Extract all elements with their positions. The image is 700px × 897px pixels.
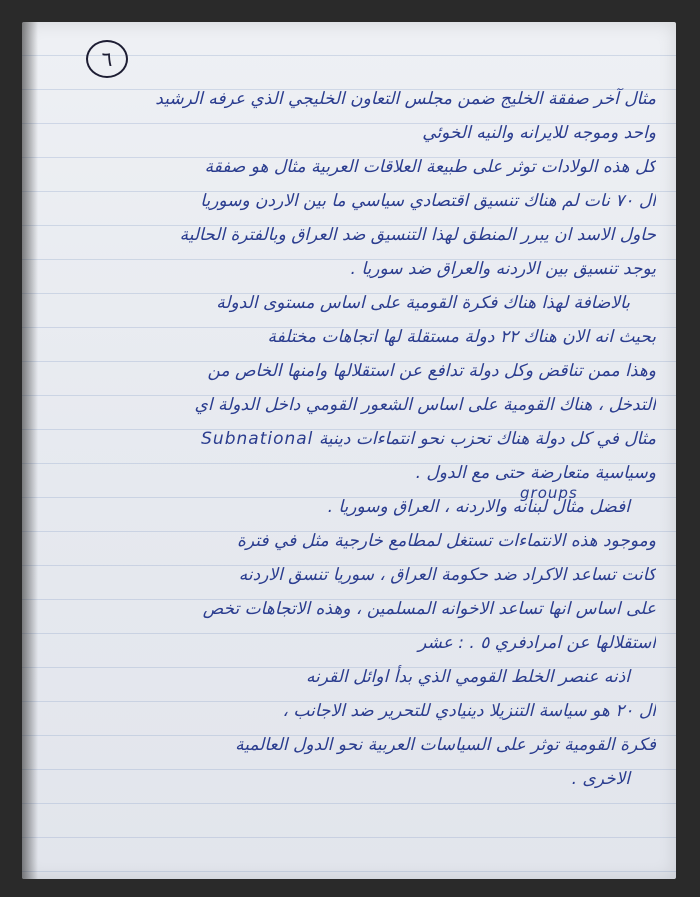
text-line-21: الاخرى . <box>571 769 630 789</box>
text-line-18: اذنه عنصر الخلط القومي الذي بدأ اوائل القرنه <box>305 667 630 687</box>
notebook-paper <box>22 22 676 879</box>
text-line-4: ال ٧٠ نات لم هناك تنسيق اقتصادي سياسي ما بين الاردن وسوريا <box>200 191 656 211</box>
text-line-14: وموجود هذه الانتماءات تستغل لمطامع خارجية مثل في فترة <box>237 531 656 551</box>
text-line-19: ال ٢٠ هو سياسة التنزيلا دينيادي للتحرير ضد الاجانب ، <box>282 701 656 721</box>
text-line-10: التدخل ، هناك القومية على اساس الشعور القومي داخل الدولة اي <box>194 395 656 415</box>
text-line-12: وسياسية متعارضة حتى مع الدول . <box>415 463 656 483</box>
text-line-5: حاول الاسد ان يبرر المنطق لهذا التنسيق ضد العراق وبالفترة الحالية <box>179 225 656 245</box>
text-line-11 <box>50 422 656 456</box>
inline-latin-word: Subnational <box>201 429 314 449</box>
text-line-9: وهذا ممن تناقض وكل دولة تدافع عن استقلالها وامنها الخاص من <box>207 361 656 381</box>
text-line-13: افضل مثال لبنانه والاردنه ، العراق وسوريا . <box>327 497 630 517</box>
text-line-11-arabic: مثال في كل دولة هناك تحزب نحو انتماءات دينية <box>318 429 656 449</box>
text-line-16: على اساس انها تساعد الاخوانه المسلمين ، وهذه الاتجاهات تخص <box>202 599 656 619</box>
margin-note: groups <box>520 484 578 502</box>
text-line-2: واحد وموجه للايرانه والنيه الخوئي <box>422 123 656 143</box>
page-number-circle: ٦ <box>86 40 128 78</box>
handwritten-text <box>50 82 656 796</box>
text-line-7: بالاضافة لهذا هناك فكرة القومية على اساس مستوى الدولة <box>216 293 630 313</box>
text-line-20: فكرة القومية توثر على السياسات العربية نحو الدول العالمية <box>235 735 656 755</box>
text-line-6: يوجد تنسيق بين الاردنه والعراق ضد سوريا . <box>350 259 656 279</box>
text-line-1: مثال آخر صفقة الخليج ضمن مجلس التعاون الخليجي الذي عرفه الرشيد <box>155 89 656 109</box>
text-line-3: كل هذه الولادات توثر على طبيعة العلاقات العربية مثال هو صفقة <box>204 157 656 177</box>
text-line-15: كانت تساعد الاكراد ضد حكومة العراق ، سوريا تنسق الاردنه <box>238 565 656 585</box>
text-line-17: استقلالها عن امرادفري ٥ . : عشر <box>418 633 656 653</box>
paper-edge-shadow <box>22 22 38 879</box>
text-line-8: بحيث انه الان هناك ٢٢ دولة مستقلة لها اتجاهات مختلفة <box>267 327 656 347</box>
